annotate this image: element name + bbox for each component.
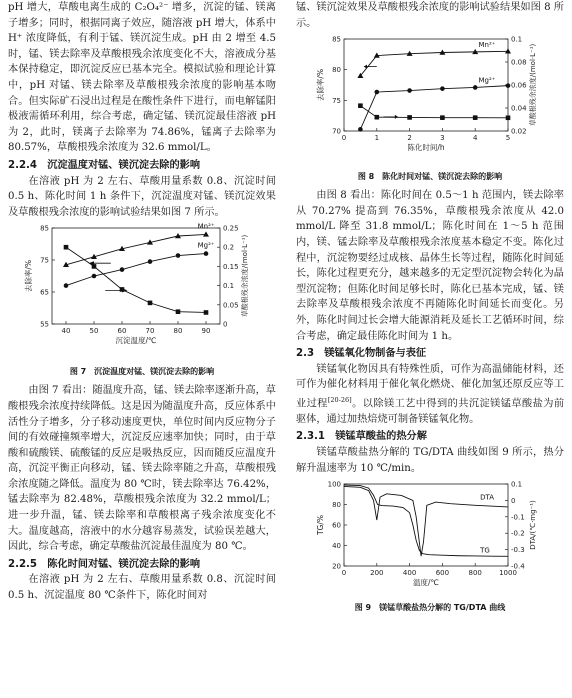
paragraph-temp-conditions: 在溶液 pH 为 2 左右、草酸用量系数 0.8、沉淀时间 0.5 h、陈化时间 1 h 条件下，沉淀温度对锰、镁沉淀效果及草酸根残余浓度的影响试验结果如图 7 所示。 — [8, 175, 276, 218]
y-tick-label: 60 — [332, 521, 341, 530]
fig9-caption: 图 9 镁锰草酸盐热分解的 TG/DTA 曲线 — [354, 603, 506, 613]
arrow-head — [395, 115, 398, 119]
x-tick-label: 0 — [341, 134, 347, 143]
data-point-square — [506, 116, 511, 121]
paragraph-temp-analysis: 由图 7 看出：随温度升高，锰、镁去除率逐渐升高，草酸根残余浓度持续降低。这是因为随温度升高，反应体系中活性分子增多，分子移动速度更快，单位时间内反应物分子间的有效碰撞频率增大，沉淀反应速率加快；同时，由于草酸和硫酸镁、硫酸锰的反应是吸热反应，因而随反应温度升高，沉淀平衡正向移动，锰、镁去除率随之升高，草酸根残余浓度随之降低。温度为 80 ℃时，镁去除率达 76.42%，锰去除率为 82.48%，草酸根残余浓度为 32.2 mmol/L；进一步升温，锰、镁去除率和草酸根离子残余浓度变化不大。温度越高，溶液中的水分越容易蒸发，试验误差越大，因此，综合考虑，确定草酸盐沉淀最佳温度为 80 ℃。 — [8, 385, 276, 553]
y2-tick-label: -0.2 — [511, 529, 525, 538]
y2-tick-label: 0 — [511, 497, 516, 506]
data-point-square — [148, 301, 153, 306]
x-tick-label: 4 — [472, 134, 478, 143]
section-heading-2-3: 2.3 镁锰氧化物制备与表征 — [296, 348, 427, 360]
data-point-square — [407, 115, 412, 120]
y2-tick-label: 0 — [223, 320, 228, 329]
figure-9 — [296, 476, 564, 613]
y2-tick-label: 0.1 — [223, 282, 235, 291]
y2-tick-label: -0.1 — [511, 513, 525, 522]
y2-tick-label: -0.4 — [511, 562, 525, 571]
paragraph-aging-intro: 锰、镁沉淀效果及草酸根残余浓度的影响试验结果如图 8 所示。 — [296, 2, 564, 29]
x-tick-label: 200 — [370, 569, 384, 578]
data-point-square — [440, 116, 445, 121]
citation-ref: [20-26] — [327, 395, 352, 404]
y-tick-label: 40 — [332, 542, 341, 551]
plot-frame — [52, 228, 220, 324]
x-axis-label: 陈化时间/h — [407, 143, 445, 153]
y2-tick-label: 0.25 — [223, 224, 239, 233]
y-tick-label: 85 — [40, 224, 49, 233]
y2-tick-label: 0.06 — [511, 81, 527, 90]
data-point-circle — [176, 254, 181, 259]
y2-axis-label: 草酸根残余浓度/(mol·L⁻¹) — [529, 43, 537, 127]
x-tick-label: 400 — [402, 569, 417, 578]
oxide-text-a: 镁锰氧化物因具有特殊性质，可作为高温储能材料，还可作为催化材料用于催化氧化燃烧、催化加氢还原反应等工业过程 — [296, 363, 564, 410]
data-point-circle — [473, 85, 478, 90]
data-point-circle — [64, 284, 69, 289]
x-axis-label: 温度/℃ — [413, 578, 439, 588]
paragraph-ph-effect: pH 增大，草酸电离生成的 C₂O₄²⁻ 增多，沉淀的锰、镁离子增多；同时，根据同离子效应，随溶液 pH 增大，体系中 H⁺ 浓度降低，有利于锰、镁沉淀生成。pH 由 2 增至 4.5 时，锰、镁去除率及草酸根残余浓度变化不大，溶液成分基本保持稳定，即沉淀反应已基本完全。模拟试验和理论计算中，pH 对锰、镁去除率及草酸根残余浓度的影响基本吻合。但实际矿石浸出过程是在酸性条件下进行，而电解锰阳极液需循环利用，综合考虑，确定锰、镁沉淀最佳溶液 pH 为 2，此时，镁离子去除率为 74.86%，锰离子去除率为 80.57%，草酸根残余浓度为 32.6 mmol/L。 — [8, 2, 276, 154]
series-line-1 — [360, 86, 508, 130]
x-tick-label: 5 — [505, 134, 511, 143]
data-point-triangle — [203, 232, 209, 237]
y2-tick-label: 0.04 — [511, 104, 527, 113]
y-tick-label: 100 — [327, 480, 341, 489]
y-tick-label: 85 — [332, 35, 341, 44]
x-tick-label: 60 — [117, 327, 127, 336]
series-label-mn: Mn²⁺ — [478, 41, 496, 50]
y2-tick-label: 0.15 — [223, 263, 239, 272]
series-label-dta: DTA — [480, 493, 495, 502]
series-label-mg: Mg²⁺ — [197, 241, 215, 250]
x-tick-label: 0 — [341, 569, 347, 578]
data-point-square — [176, 310, 181, 315]
paragraph-aging-conditions: 在溶液 pH 为 2 左右、草酸用量系数 0.8、沉淀时间 0.5 h、沉淀温度 80 ℃条件下，陈化时间对 — [8, 574, 276, 602]
y2-tick-label: 0.1 — [511, 35, 523, 44]
x-tick-label: 2 — [407, 134, 412, 143]
data-point-circle — [407, 88, 412, 93]
paragraph-aging-analysis: 由图 8 看出：陈化时间在 0.5～1 h 范围内，镁去除率从 70.27% 提高到 76.35%，草酸根残余浓度从 42.0 mmol/L 降至 31.8 mmol/L；陈化时间在 1～5 h 范围内，镁、锰去除率及草酸根残余浓度基本稳定不变。陈化过程中，沉淀物要经过成核、晶体生长等过程，随陈化时间延长，陈化过程更充分，越来越多的无定型沉淀物会转化为晶型沉淀物；但陈化时间足够长时，陈化已基本完成，锰、镁去除率及草酸根残余浓度不再随陈化时间延长而变化。另外，陈化时间过长会增大能源消耗及延长工艺循环时间，综合考虑，确定最佳陈化时间为 1 h。 — [296, 190, 564, 342]
x-tick-label: 50 — [89, 327, 99, 336]
series-label-mn: Mn²⁺ — [197, 222, 215, 231]
data-point-square — [375, 115, 380, 120]
paragraph-oxide-intro — [296, 362, 564, 428]
data-point-circle — [506, 84, 511, 89]
x-axis-label: 沉淀温度/℃ — [115, 336, 157, 346]
y2-tick-label: 0.05 — [223, 301, 239, 310]
series-line-2 — [360, 106, 508, 118]
y-tick-label: 65 — [40, 288, 49, 297]
fig8-caption: 图 8 陈化时间对锰、镁沉淀去除的影响 — [357, 172, 503, 182]
y2-tick-label: -0.3 — [511, 546, 525, 555]
y-axis-label: TG/% — [316, 515, 325, 536]
data-point-circle — [358, 127, 363, 132]
y-axis-label: 去除率/% — [316, 69, 325, 102]
arrow-head — [364, 65, 367, 69]
x-tick-label: 1000 — [499, 569, 517, 578]
section-heading-2-2-5: 2.2.5 陈化时间对锰、镁沉淀去除的影响 — [8, 558, 201, 570]
figure-8 — [296, 31, 564, 182]
data-point-circle — [148, 260, 153, 265]
x-tick-label: 40 — [61, 327, 71, 336]
series-label-tg: TG — [480, 546, 490, 555]
x-tick-label: 800 — [468, 569, 482, 578]
y2-tick-label: 0.02 — [511, 127, 527, 136]
y-tick-label: 75 — [40, 256, 49, 265]
data-point-circle — [120, 268, 125, 273]
section-heading-2-3-1: 2.3.1 镁锰草酸盐的热分解 — [296, 431, 427, 443]
x-tick-label: 3 — [440, 134, 445, 143]
y-tick-label: 20 — [332, 562, 341, 571]
x-tick-label: 80 — [173, 327, 183, 336]
series-line-0 — [360, 51, 508, 76]
data-point-circle — [440, 87, 445, 92]
y2-tick-label: 0.08 — [511, 58, 527, 67]
x-tick-label: 90 — [201, 327, 211, 336]
fig9-chart — [296, 476, 564, 594]
y2-tick-label: 0.1 — [511, 480, 523, 489]
left-column — [8, 0, 276, 604]
data-point-circle — [375, 90, 380, 95]
y-tick-label: 75 — [332, 97, 341, 106]
series-line-2 — [66, 248, 206, 313]
y-tick-label: 80 — [332, 501, 341, 510]
y2-axis-label: 草酸根残余浓度/(mol·L⁻¹) — [241, 235, 249, 318]
y-tick-label: 80 — [332, 66, 341, 75]
fig7-caption: 图 7 沉淀温度对锰、镁沉淀去除的影响 — [69, 367, 215, 377]
paragraph-tg-dta-intro: 镁锰草酸盐热分解的 TG/DTA 曲线如图 9 所示，热分解升温速率为 10 ℃/min。 — [296, 447, 564, 474]
fig8-chart — [296, 31, 564, 163]
series-line-0 — [66, 235, 206, 265]
section-heading-2-2-4: 2.2.4 沉淀温度对锰、镁沉淀去除的影响 — [8, 159, 201, 171]
data-point-square — [473, 116, 478, 121]
data-point-square — [64, 245, 69, 250]
data-point-circle — [92, 274, 97, 279]
x-tick-label: 70 — [145, 327, 155, 336]
figure-7 — [8, 220, 276, 377]
x-tick-label: 1 — [374, 134, 380, 143]
data-point-square — [358, 104, 363, 109]
fig7-chart — [8, 220, 276, 358]
y-tick-label: 55 — [40, 320, 49, 329]
x-tick-label: 600 — [435, 569, 450, 578]
data-point-circle — [204, 252, 209, 257]
data-point-square — [204, 310, 209, 315]
y-tick-label: 70 — [332, 127, 341, 136]
y2-axis-label: DTA/(℃·mg⁻¹) — [529, 500, 537, 551]
right-column — [296, 0, 564, 619]
y2-tick-label: 0.2 — [223, 244, 235, 253]
series-label-mg: Mg²⁺ — [478, 76, 496, 85]
oxide-text-b: 。以除镁工艺中得到的共沉淀镁锰草酸盐为前驱体，通过加热焙烧可制备镁锰氧化物。 — [296, 398, 565, 425]
y-axis-label: 去除率/% — [24, 260, 33, 293]
